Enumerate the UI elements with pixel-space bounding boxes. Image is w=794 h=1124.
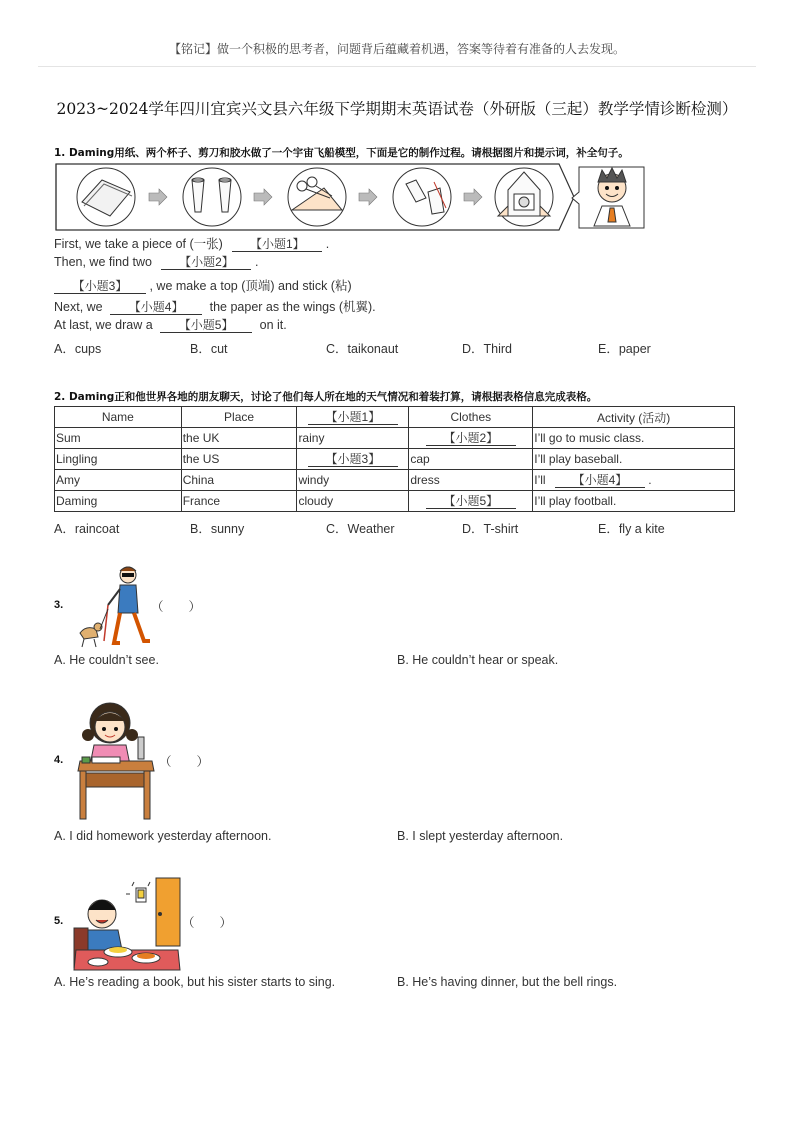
q1-line-4-text: Next, we bbox=[54, 300, 103, 314]
q1-line-5-end: on it. bbox=[259, 318, 287, 332]
q2-option-d[interactable]: D．T-shirt bbox=[462, 522, 519, 536]
q4-option-b[interactable]: B. I slept yesterday afternoon. bbox=[397, 829, 564, 843]
cell-name: Amy bbox=[55, 470, 182, 491]
q3-number: 3. bbox=[54, 599, 64, 611]
q3-option-a[interactable]: A. He couldn’t see. bbox=[54, 653, 159, 667]
q1-line-4 bbox=[54, 297, 376, 315]
q2-blank-4[interactable]: 【小题4】 bbox=[555, 473, 645, 488]
q1-line-2-text: Then, we find two bbox=[54, 255, 152, 269]
cell-activity: I’ll play baseball. bbox=[533, 449, 735, 470]
q1-blank-3[interactable]: 【小题3】 bbox=[54, 279, 146, 294]
q4-number: 4. bbox=[54, 754, 64, 766]
q1-option-b[interactable]: B．cut bbox=[190, 342, 228, 356]
cell-place: China bbox=[181, 470, 297, 491]
q2-blank-3[interactable]: 【小题3】 bbox=[308, 452, 398, 467]
cell-activity: I’ll go to music class. bbox=[533, 428, 735, 449]
q2-blank-2[interactable]: 【小题2】 bbox=[426, 431, 516, 446]
cell-place: France bbox=[181, 491, 297, 512]
q3-option-b[interactable]: B. He couldn’t hear or speak. bbox=[397, 653, 559, 667]
header-activity: Activity (活动) bbox=[533, 407, 735, 428]
q1-line-1-text: First, we take a piece of (一张) bbox=[54, 237, 223, 251]
q3-blind-man-illustration bbox=[70, 563, 154, 649]
q1-option-a[interactable]: A．cups bbox=[54, 342, 102, 356]
q1-line-2-end: . bbox=[254, 255, 259, 269]
cell-activity-prefix: I’ll bbox=[534, 472, 546, 487]
q1-blank-1[interactable]: 【小题1】 bbox=[232, 237, 322, 252]
q2-option-a[interactable]: A．raincoat bbox=[54, 522, 120, 536]
q1-option-c[interactable]: C．taikonaut bbox=[326, 342, 399, 356]
cell-clothes: dress bbox=[409, 470, 533, 491]
table-header-row bbox=[55, 407, 735, 428]
header-name: Name bbox=[55, 407, 182, 428]
cell-weather: rainy bbox=[297, 428, 409, 449]
page-title: 2023~2024学年四川宜宾兴文县六年级下学期期末英语试卷（外研版（三起）教学学情诊断检测） bbox=[56, 100, 738, 118]
cell-place: the US bbox=[181, 449, 297, 470]
motto-text: 【铭记】做一个积极的思考者，问题背后蕴藏着机遇，答案等待着有准备的人去发现。 bbox=[168, 42, 625, 56]
q2-option-b[interactable]: B．sunny bbox=[190, 522, 245, 536]
cell-activity: I’ll play football. bbox=[533, 491, 735, 512]
cell-clothes: cap bbox=[409, 449, 533, 470]
cell-name: Daming bbox=[55, 491, 182, 512]
header-place: Place bbox=[181, 407, 297, 428]
q1-line-3-text: , we make a top (顶端) and stick (粘) bbox=[149, 279, 352, 293]
cell-weather: cloudy bbox=[297, 491, 409, 512]
q1-process-illustration bbox=[54, 162, 654, 232]
q2-blank-1[interactable]: 【小题1】 bbox=[308, 410, 398, 425]
q1-line-1-end: . bbox=[325, 237, 330, 251]
q5-number: 5. bbox=[54, 915, 64, 927]
cell-name: Lingling bbox=[55, 449, 182, 470]
q1-option-e[interactable]: E．paper bbox=[598, 342, 651, 356]
cell-clothes-blank[interactable] bbox=[409, 491, 533, 512]
q5-option-a[interactable]: A. He’s reading a book, but his sister starts to sing. bbox=[54, 975, 336, 989]
q1-option-d[interactable]: D．Third bbox=[462, 342, 513, 356]
cell-place: the UK bbox=[181, 428, 297, 449]
table-row bbox=[55, 491, 735, 512]
table-row bbox=[55, 428, 735, 449]
cell-weather-blank[interactable] bbox=[297, 449, 409, 470]
q3-answer-paren[interactable]: （ ） bbox=[151, 600, 202, 614]
q4-girl-homework-illustration bbox=[74, 697, 156, 825]
header-divider bbox=[38, 66, 756, 67]
q5-boy-dinner-illustration bbox=[72, 876, 182, 972]
q4-option-a[interactable]: A. I did homework yesterday afternoon. bbox=[54, 829, 272, 843]
q1-options bbox=[54, 339, 754, 355]
q2-options bbox=[54, 519, 754, 535]
q1-line-2 bbox=[54, 255, 258, 270]
q4-answer-paren[interactable]: （ ） bbox=[159, 755, 210, 769]
q1-line-3 bbox=[54, 276, 352, 294]
q2-option-c[interactable]: C．Weather bbox=[326, 522, 395, 536]
q1-prompt: 1. Daming用纸、两个杯子、剪刀和胶水做了一个宇宙飞船模型，下面是它的制作过程。请根据图片和提示词，补全句子。 bbox=[54, 147, 629, 159]
q2-blank-5[interactable]: 【小题5】 bbox=[426, 494, 516, 509]
table-row bbox=[55, 470, 735, 491]
q1-blank-4[interactable]: 【小题4】 bbox=[110, 300, 202, 315]
q1-line-4-end: the paper as the wings (机翼). bbox=[209, 300, 376, 314]
q5-option-b[interactable]: B. He’s having dinner, but the bell rings. bbox=[397, 975, 618, 989]
q2-table bbox=[54, 406, 735, 512]
cell-activity-blank bbox=[533, 470, 735, 491]
q5-answer-paren[interactable]: （ ） bbox=[182, 916, 233, 930]
cell-clothes-blank[interactable] bbox=[409, 428, 533, 449]
q1-blank-2[interactable]: 【小题2】 bbox=[161, 255, 251, 270]
table-row bbox=[55, 449, 735, 470]
header-clothes: Clothes bbox=[409, 407, 533, 428]
cell-weather: windy bbox=[297, 470, 409, 491]
q1-line-5 bbox=[54, 318, 287, 333]
cell-activity-end: . bbox=[648, 472, 652, 487]
header-blank-1[interactable] bbox=[297, 407, 409, 428]
q2-prompt: 2. Daming正和他世界各地的朋友聊天，讨论了他们每人所在地的天气情况和着装打算，请根据表格信息完成表格。 bbox=[54, 391, 598, 403]
q2-option-e[interactable]: E．fly a kite bbox=[598, 522, 665, 536]
q1-line-1 bbox=[54, 234, 329, 252]
cell-name: Sum bbox=[55, 428, 182, 449]
q1-blank-5[interactable]: 【小题5】 bbox=[160, 318, 252, 333]
q1-line-5-text: At last, we draw a bbox=[54, 318, 153, 332]
